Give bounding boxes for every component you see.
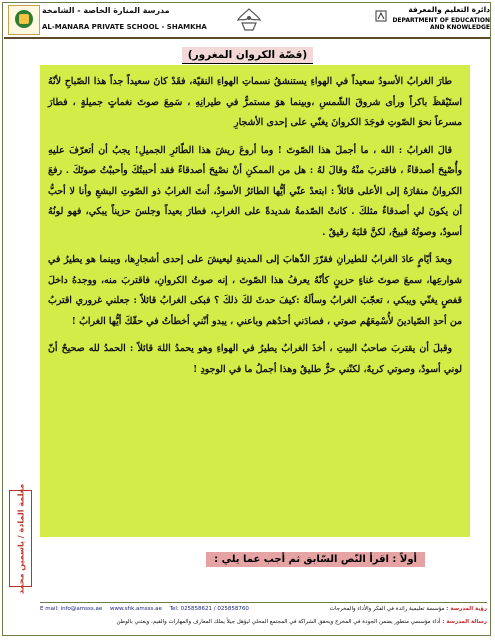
footer-email[interactable]: E mail: info@amsss.ae — [40, 606, 103, 612]
department-name-en — [392, 17, 490, 31]
teacher-label — [9, 483, 32, 594]
school-name-en: AL-MANARA PRIVATE SCHOOL - SHAMKHA — [42, 23, 207, 31]
school-logo-icon — [8, 5, 40, 35]
department-name-en-line2: AND KNOWLEDGE — [429, 24, 490, 31]
department-name-ar: دائرة التعليم والمعرفة — [408, 5, 490, 14]
teacher-name: معلمة المادة / ياسمين محمد — [16, 483, 25, 594]
vision-label: رؤية المدرسة : — [446, 606, 487, 612]
footer-phone: Tel: 025858621 / 025858760 — [169, 606, 249, 612]
question-heading: أولاً : اقرأ النّص السّابق ثم أجب عما يلي : — [206, 552, 425, 567]
emblem-icon — [234, 6, 264, 34]
footer-contact — [40, 606, 255, 612]
footer-vision — [330, 606, 487, 612]
mission-label: رسالة المدرسة : — [442, 619, 487, 625]
title-container — [0, 43, 495, 64]
department-branding — [372, 5, 490, 35]
story-passage — [40, 65, 470, 537]
department-logo-icon — [374, 9, 388, 23]
passage-paragraph-4: وقبلَ أن يقتربَ صاحبُ البيتِ ، أخذَ الغرابُ يطيرُ في الهواءِ وهو يحمدُ اللهَ قائلاً : الحمدُ لله صحيحٌ أنّ لوني أسودٌ، وصوتي كريهٌ، لكنّني حرٌّ طليقٌ وهذا أجملُ ما في الوجودِ ! — [48, 343, 462, 375]
school-branding — [8, 5, 207, 35]
mission-text: أداء مؤسسي متطور يضمن الجودة في المخرج ويحقق الشراكة في المجتمع المحلي ليؤهل جيلاً يملك المعارف والمهارات والقيم، ويعتني بالوطن — [116, 619, 441, 625]
school-name-ar: مدرسة المنارة الخاصة - الشامخة — [42, 6, 170, 15]
footer-mission — [117, 619, 487, 625]
story-title: (قصّة الكروان المغرور) — [182, 47, 313, 64]
header-divider — [4, 37, 490, 39]
vision-text: مؤسسة تعليمية رائدة في الفكر والأداء والمخرجات — [329, 606, 445, 612]
header — [4, 3, 491, 37]
passage-paragraph-1: طارَ الغرابُ الأسودُ سعيداً في الهواءِ يستنشقُ نسماتِ الهواءِ النقيّة، فقَدْ كانَ سعيداً جداً هذا الصّباحِ لأنّهُ استَيْقظَ باكراً ورأى شروقَ الشّمسِ ،وبينما هوَ مستمرٌّ في طيرانِهِ ، سَمِعَ صوتَ نغماتٍ جميلةٍ ، فطارَ مسرعاً نحوَ الصّوتِ فوجَدَ الكروانَ يغنّي على إحدى الأشجارِ — [48, 76, 462, 128]
footer — [40, 602, 487, 637]
passage-paragraph-2: قالَ الغرابُ : الله ، ما أجملَ هذا الصّوتَ ! وما أروعَ ريشَ هذا الطّائرِ الجميلِ! يجبُ أن أتعرّفَ عليهِ وأُصْبِحَ أصدقاءً ، فاقتربَ منْهُ وقالَ لهُ : هل من الممكنِ أنْ نصْبِحَ أصدقاءً فقد أحببتُكَ وأحببْتُ صوتَكَ . رفعَ الكروانُ منقارَهُ إلى الأعلى قائلاً : ابتعدْ عنّي أيُّها الطائرُ الأسودُ، أنتَ الغرابُ ذو الصّوتِ البشعِ وأنا لا أحبُّ أن يكونَ لي أصدقاءٌ مثلكَ . كانتْ الصّدمةُ شديدةً على الغرابِ، فطارَ بعيداً وجلسَ حزيناً يبكي، فهو لونُهُ أسودٌ، وصوتُهُ قبيحٌ، لكنَّ قلبَهُ رقيقٌ . — [48, 144, 462, 238]
footer-website[interactable]: www.shk.amsss.ae — [110, 606, 162, 612]
department-name-en-line1: DEPARTMENT OF EDUCATION — [392, 17, 490, 24]
passage-paragraph-3: وبعدَ أيّامٍ عادَ الغرابُ للطيرانِ فقرّرَ الذّهابَ إلى المدينةِ ليعيشَ على إحدى أشجارِها، وبينما هو يطيرُ في شوارعِها، سمعَ صوتَ غناءٍ حزينٍ كأنّهُ يعرفُ هذا الصّوتَ ، إنه صوتُ الكروانِ، فاقتربَ منه، ووجدهُ داخلَ قفصٍ يغنّي ويبكي ، تعجّبَ الغرابُ وسألَهُ :كيفَ حدثَ لكَ ذلكَ ؟ فبكى الغرابُ قائلاً : جعلني غروري اقتربُ من أحدِ الصّيادينَ لأُسْمِعَهُم صوتي ، فصادَني أحدُهم وباعني ، يبدو أنّني أخطأتُ في حقّكَ أيُّها الغرابُ ! — [48, 254, 462, 327]
